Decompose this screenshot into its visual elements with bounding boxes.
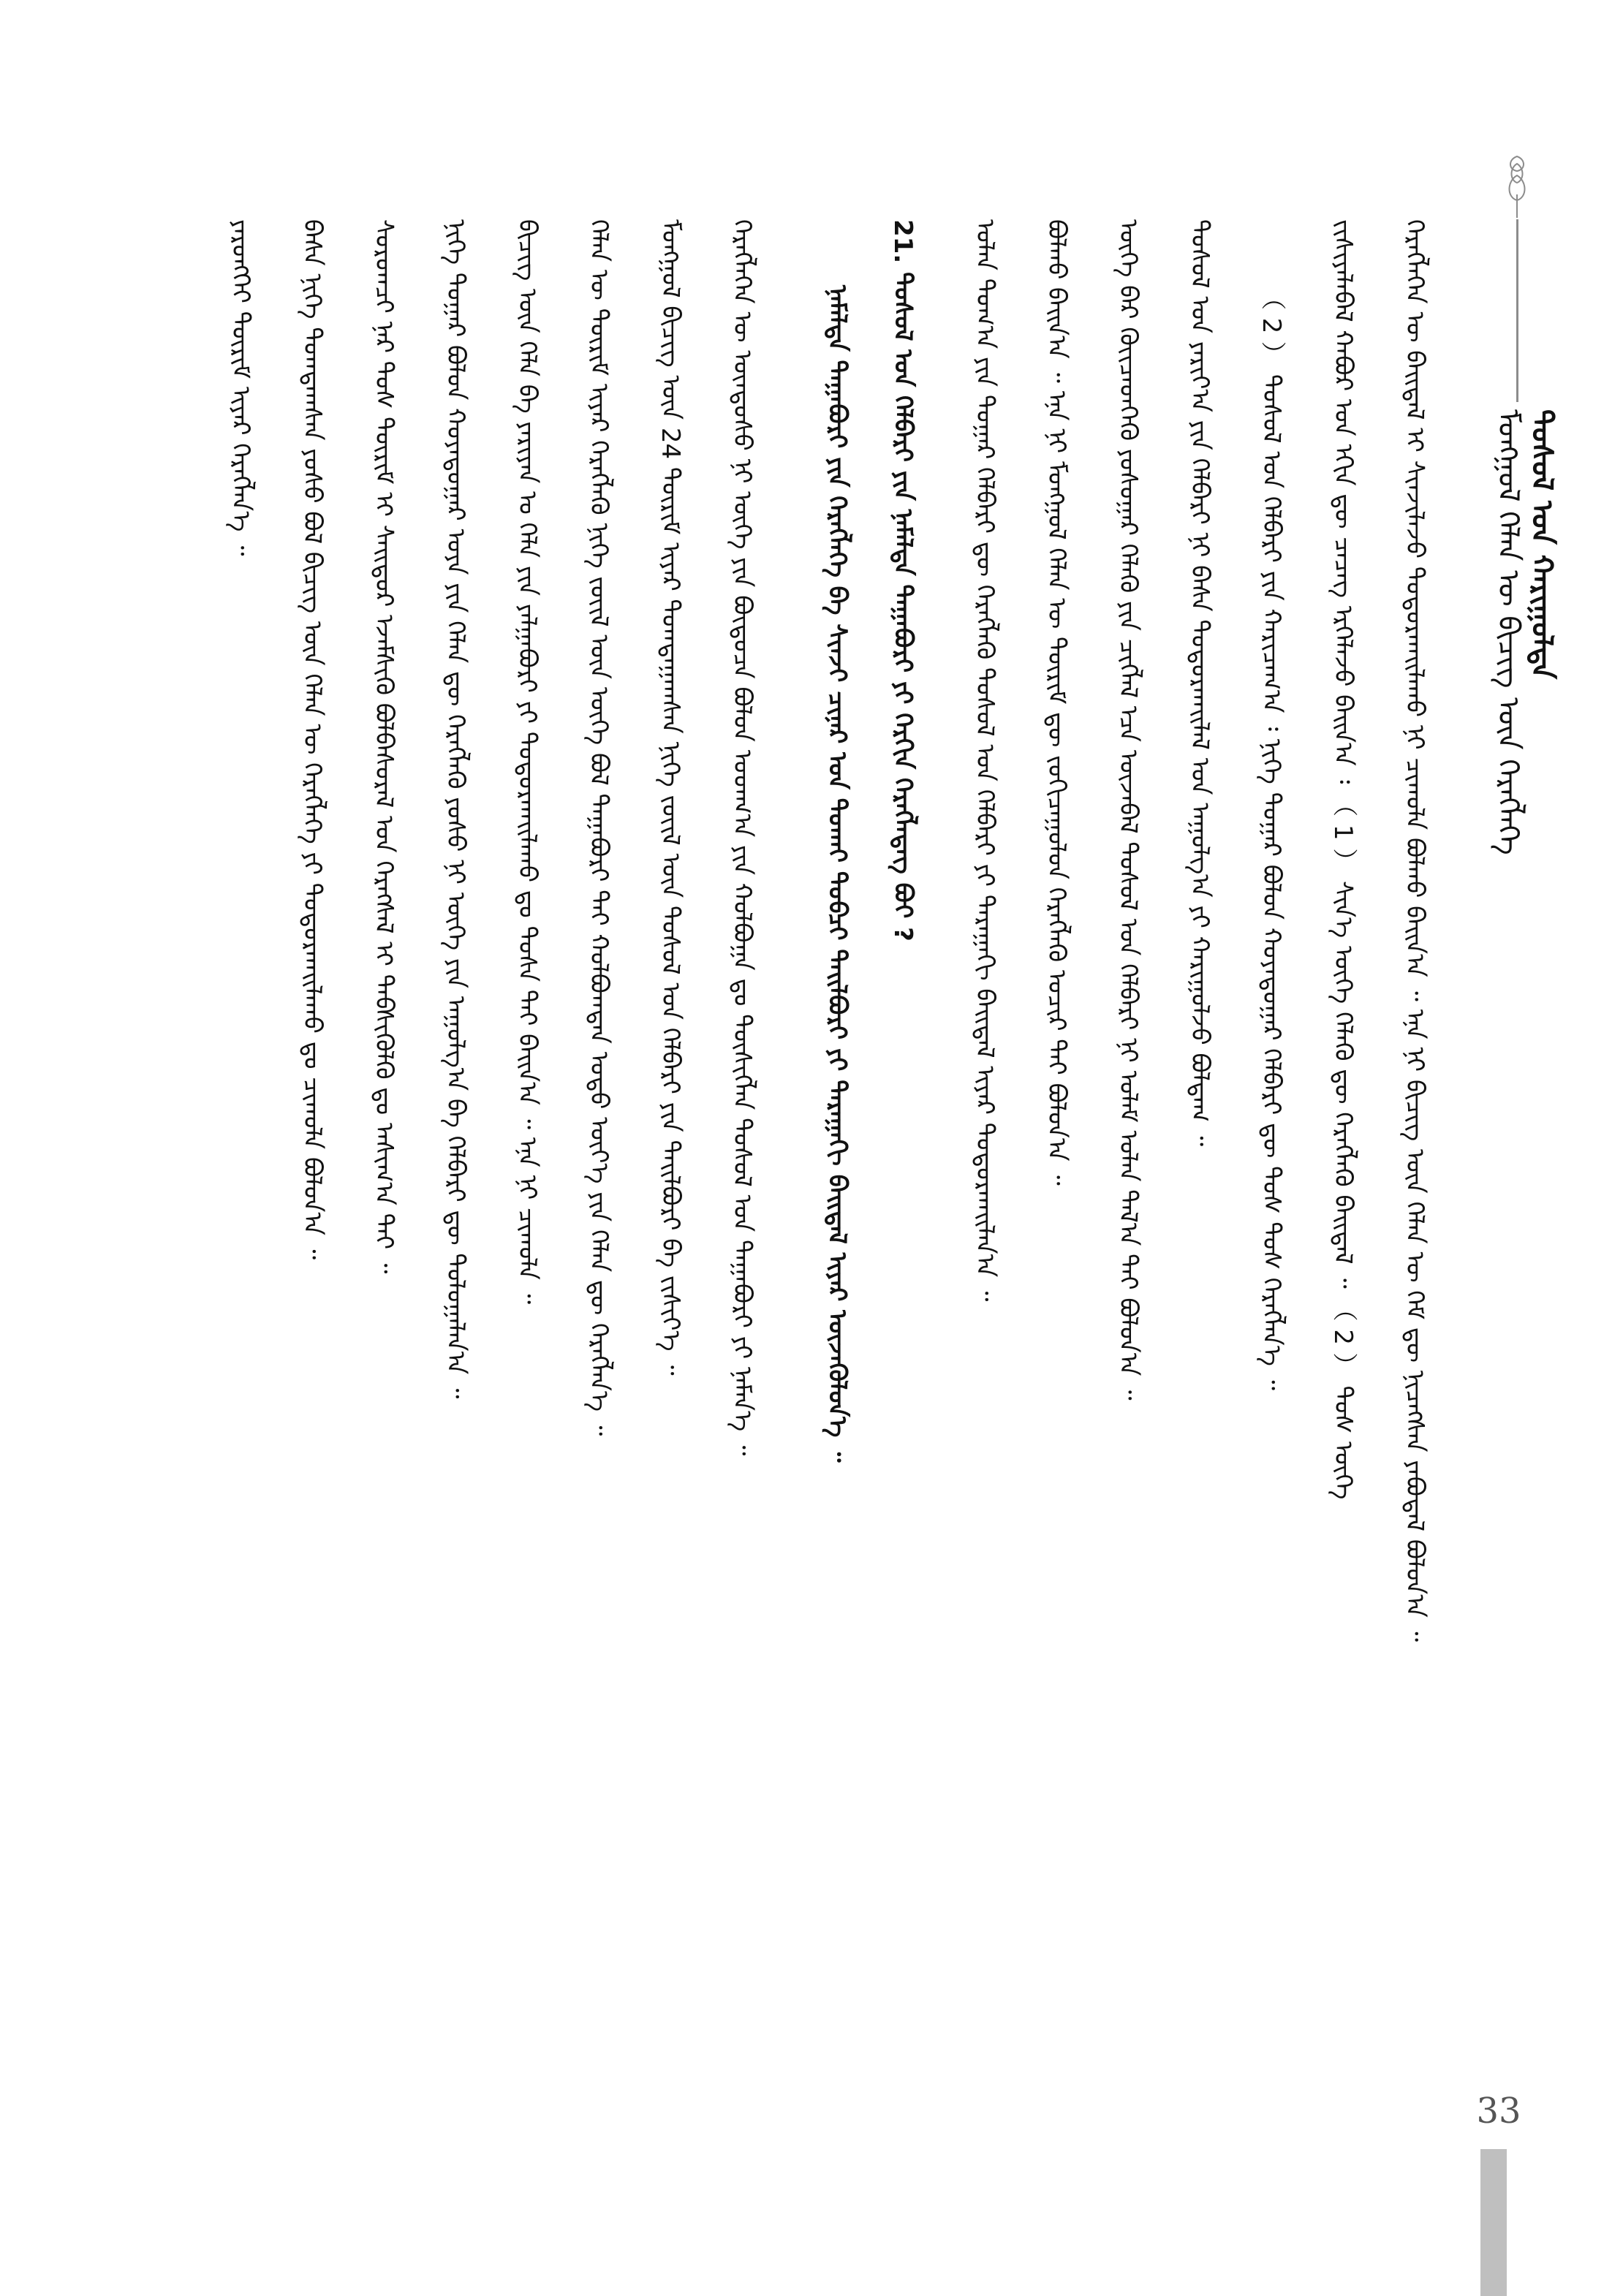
text-column: ᠵᠢᠱᠢᠶᠡᠯᠡᠪᠡᠯ ᠬᠠᠪᠤᠷ ᠤᠨ ᠡᠬᠢᠨ ᠳᠦ ᠴᠡᠴᠡᠭ ᠡᠷᠬᠡᠯᠡᠵᠦ ᠪᠠᠢᠨ᠎ᠠ ᠄ （ 1 ） ᠰᠢᠨ᠎ᠡ ᠦᠭᠡ ᠬᠡᠯᠡᠬᠦ ᠳᠦ ᠬᠡᠷᠡᠭᠯᠡᠬᠦ ᠪᠠᠢᠳᠠᠯ ᠃ （ 2 ） ᠲᠤᠰ ᠦᠭᠡ — [1328, 219, 1358, 1500]
text-column: ᠬᠡᠷᠡᠭᠯᠡᠭᠡᠨ ᠦ ᠪᠠᠢᠳᠠᠯ ᠢ ᠰᠢᠨᠵᠢᠯᠡᠵᠦ ᠲᠣᠳᠣᠷᠬᠠᠢᠯᠠᠬᠤ ᠨᠢ ᠴᠢᠬᠤᠯᠠ ᠪᠣᠯᠬᠤ ᠪᠠᠢᠨ᠎ᠠ ᠃ ᠡᠨᠡ ᠨᠢ ᠪᠢᠴᠢᠭ ᠦᠨ ᠬᠡᠯᠡᠨ ᠦ ᠬᠡᠮ ᠳᠦ ᠨᠢᠴᠡᠭᠰᠡᠨ ᠶᠠᠪᠤᠳᠠᠯ ᠪᠣᠯᠤᠨ᠎ᠠ ᠃ — [1400, 219, 1429, 1643]
text-column: ᠬᠡᠯᠡᠨ ᠦ ᠳᠦᠷᠢᠮ ᠢᠶᠠᠷ ᠬᠡᠷᠡᠭᠯᠡᠬᠦ ᠨᠢᠭᠡ ᠵᠦᠢᠯ ᠦᠨ ᠦᠭᠡ ᠪᠣᠯ ᠳᠠᠭᠠᠪᠤᠷᠢ ᠲᠠᠢ ᠬᠣᠯᠪᠣᠭᠳᠠᠨ ᠣᠳᠣ ᠦᠶ᠎ᠡ ᠶᠢᠨ ᠬᠡᠯᠡᠨ ᠳᠦ ᠬᠡᠷᠡᠭᠯᠡᠨ᠎ᠡ ᠃ — [584, 219, 613, 1436]
chapter-title: ᠳᠤᠰᠤᠯ ᠤᠨ ᠬᠠᠷᠢᠭᠤᠯᠲᠠ — [1525, 409, 1559, 680]
question-heading: 21. ᠳᠤᠰᠤᠯ ᠤᠨ ᠬᠡᠯᠪᠡᠷᠢ ᠶᠢᠨ ᠨᠡᠮᠡᠯᠲᠡ ᠳᠠᠭᠠᠪᠤᠷᠢ ᠶᠢ ᠬᠡᠷᠬᠢᠨ ᠬᠡᠷᠡᠭᠯᠡᠳᠡᠭ ᠪᠤᠢ ? — [888, 219, 918, 941]
question-heading-continued: ᠨᠡᠮᠡᠯᠲᠡ ᠳᠠᠭᠠᠪᠤᠷᠢ ᠶᠢᠨ ᠬᠡᠷᠡᠭᠯᠡᠭᠡ ᠪᠠ ᠰᠢᠨᠵᠢ ᠴᠢᠨᠠᠷ ᠤᠨ ᠲᠤᠬᠠᠢ ᠲᠣᠪᠴᠢ ᠲᠠᠢᠯᠪᠤᠷᠢ ᠶᠢ ᠳᠠᠷᠠᠭᠠᠬᠢ ᠪᠠᠢᠳᠠᠯ ᠢᠶᠠᠷ ᠦᠵᠡᠬᠦᠯᠦᠨ᠎ᠡ ᠃ — [822, 285, 852, 1463]
text-column: ᠶᠡᠷᠦᠩᠬᠡᠢ ᠳᠦᠷᠢᠮ ᠢᠶᠠᠷ ᠬᠡᠷᠡᠭᠯᠡᠨ᠎ᠡ ᠃ — [226, 219, 255, 556]
text-column: ᠣᠯᠠᠨ ᠲᠣᠭ᠎ᠠ ᠶᠢᠨ ᠳᠤᠭᠠᠷ ᠬᠡᠯᠪᠡᠷᠢ ᠳᠦ ᠬᠡᠷᠡᠭᠯᠡᠬᠦ ᠳᠤᠰᠤᠯ ᠤᠨ ᠬᠡᠯᠪᠡᠷᠢ ᠶᠢ ᠳᠠᠷᠠᠭᠠᠬᠢ ᠪᠠᠢᠳᠠᠯ ᠢᠶᠠᠷ ᠲᠣᠳᠣᠷᠬᠠᠢᠯᠠᠨ᠎ᠠ ᠃ — [970, 219, 999, 1302]
text-column: ᠪᠠᠰᠠ ᠨᠢᠭᠡ ᠲᠣᠭᠲᠠᠭᠰᠠᠨ ᠶᠣᠰᠣ ᠪᠣᠯ ᠪᠢᠴᠢᠭ ᠦᠨ ᠬᠡᠯᠡᠨ ᠦ ᠬᠡᠷᠡᠭᠯᠡᠭᠡ ᠶᠢ ᠲᠣᠳᠣᠷᠬᠠᠢᠯᠠᠬᠤ ᠳᠤ ᠴᠢᠬᠤᠯᠠ ᠪᠣᠯᠤᠨ᠎ᠠ ᠃ — [298, 219, 327, 1260]
text-column: （ 2 ） ᠳᠤᠰᠤᠯ ᠤᠨ ᠬᠡᠯᠪᠡᠷᠢ ᠶᠢᠨ ᠬᠠᠷᠢᠴᠠᠭ᠎ᠠ ᠄ ᠨᠢᠭᠡ ᠳᠤᠭᠠᠷ ᠪᠣᠯᠤᠨ ᠬᠣᠶᠠᠳᠤᠭᠠᠷ ᠬᠡᠯᠪᠡᠷᠢ ᠳᠦ ᠲᠤᠰ ᠲᠤᠰ ᠬᠡᠷᠡᠭᠯᠡᠨ᠎ᠡ ᠃ — [1257, 285, 1286, 1391]
page-number: 33 — [1476, 2091, 1521, 2132]
book-title: ᠮᠣᠩᠭᠣᠯ ᠬᠡᠯᠡᠨ ᠦ ᠪᠢᠴᠢᠭ ᠦᠨ ᠬᠡᠷᠡᠭᠯᠡᠭᠡ — [1491, 409, 1525, 855]
text-column: ᠪᠣᠯᠬᠤ ᠪᠠᠢᠨ᠎ᠠ ᠃ ᠡᠨᠡ ᠨᠢ ᠮᠣᠩᠭᠣᠯ ᠬᠡᠯᠡᠨ ᠦ ᠳᠦᠷᠢᠮ ᠳᠦ ᠵᠣᠬᠢᠴᠠᠭᠤᠯᠤᠨ ᠬᠡᠷᠡᠭᠯᠡᠬᠦ ᠤᠴᠢᠷ ᠲᠠᠢ ᠪᠣᠯᠤᠨ᠎ᠠ ᠃ — [1042, 219, 1071, 1186]
running-head-rule — [1516, 219, 1518, 402]
text-column: ᠦᠭᠡ ᠪᠠᠷ ᠭᠦᠢᠴᠡᠳᠬᠡᠬᠦ ᠶᠣᠰᠤᠭᠠᠷ ᠬᠡᠯᠡᠬᠦ ᠶᠢᠨ ᠴᠢᠭᠯᠡᠯ ᠡᠴᠡ ᠦᠵᠡᠪᠡᠯ ᠳᠤᠰᠤᠯ ᠤᠨ ᠬᠡᠯᠪᠡᠷᠢ ᠨᠢ ᠤᠯᠠᠮ ᠣᠯᠠᠨ ᠲᠠᠯ᠎ᠠ ᠲᠠᠢ ᠪᠣᠯᠤᠨ᠎ᠠ ᠃ — [1113, 219, 1143, 1401]
thumb-tab — [1480, 2149, 1507, 2296]
text-column: ᠳᠤᠰᠤᠯ ᠤᠨ ᠶᠠᠷᠢᠶ᠎ᠠ ᠶᠢᠨ ᠬᠡᠯᠪᠡᠷᠢ ᠨᠢ ᠪᠠᠰᠠ ᠲᠣᠳᠣᠷᠬᠠᠢᠯᠠᠯ ᠤᠨ ᠠᠭᠤᠯᠭ᠎ᠠ ᠶᠢ ᠬᠠᠷᠢᠭᠤᠯᠵᠤ ᠪᠣᠯᠳᠠᠭ ᠃ — [1185, 219, 1214, 1147]
running-head — [1491, 409, 1559, 855]
text-column: ᠰᠤᠷᠤᠭᠴᠢ ᠨᠠᠷ ᠲᠤᠰ ᠳᠦᠷᠢᠮ ᠢ ᠰᠠᠢᠲᠤᠷ ᠡᠵᠡᠮᠰᠢᠬᠦ ᠪᠣᠯᠪᠠᠰᠤᠷᠠᠯ ᠤᠨ ᠬᠡᠷᠡᠭᠰᠡᠯ ᠢ ᠳᠡᠪᠰᠢᠭᠦᠯᠬᠦ ᠳᠤ ᠠᠰᠢᠭ᠎ᠠ ᠲᠠᠢ ᠃ — [369, 219, 398, 1274]
body-text — [183, 219, 1440, 2061]
text-column: ᠪᠢᠴᠢᠭ ᠦᠨ ᠬᠡᠯᠡ ᠪᠠ ᠶᠠᠷᠢᠶᠠᠨ ᠤ ᠬᠡᠯᠡ ᠶᠢᠨ ᠶᠠᠯᠭᠠᠪᠤᠷᠢ ᠶᠢ ᠲᠣᠳᠣᠷᠬᠠᠢᠯᠠᠬᠤ ᠳᠤ ᠲᠤᠰᠠ ᠲᠠᠢ ᠪᠠᠢᠨ᠎ᠠ ᠃ ᠡᠨᠡ ᠨᠢ ᠴᠢᠬᠤᠯᠠ ᠃ — [512, 219, 542, 1305]
ornament-icon — [1502, 154, 1532, 219]
text-column: ᠨᠢᠭᠡ ᠳᠤᠭᠠᠷ ᠪᠣᠯᠤᠨ ᠬᠣᠶᠠᠳᠤᠭᠠᠷ ᠤᠶᠡ ᠶᠢᠨ ᠬᠡᠯᠡᠨ ᠳᠦ ᠬᠡᠷᠡᠭᠯᠡᠬᠦ ᠶᠣᠰᠣ ᠨᠢ ᠦᠭᠡ ᠶᠢᠨ ᠠᠭᠤᠯᠭ᠎ᠠ ᠪᠠ ᠬᠡᠯᠪᠡᠷᠢ ᠳᠦ ᠲᠣᠯᠤᠭᠠᠯᠠᠨ᠎ᠠ ᠃ — [441, 219, 470, 1399]
text-column: ᠬᠡᠷᠡᠭᠯᠡᠭᠡᠨ ᠦ ᠦᠨᠳᠦᠰᠦ ᠨᠢ ᠦᠭᠡ ᠶᠢᠨ ᠪᠦᠲᠦᠴᠡ ᠪᠣᠯᠤᠨ ᠤᠳᠬ᠎ᠠ ᠶᠢᠨ ᠬᠣᠯᠪᠣᠭᠠ ᠳᠤ ᠲᠦᠰᠢᠭᠯᠡᠨ ᠳᠤᠰᠤᠯ ᠤᠨ ᠳᠠᠭᠠᠪᠤᠷᠢ ᠶᠢ ᠨᠡᠮᠡᠨ᠎ᠡ ᠃ — [727, 219, 757, 1456]
text-column: ᠮᠣᠩᠭᠣᠯ ᠪᠢᠴᠢᠭ ᠦᠨ 24 ᠳᠦᠷᠢᠮ ᠢᠶᠠᠷ ᠲᠣᠭᠲᠠᠭᠠᠭᠰᠠᠨ ᠨᠢᠭᠡ ᠵᠦᠢᠯ ᠦᠨ ᠳᠤᠰᠤᠯ ᠤᠨ ᠬᠡᠯᠪᠡᠷᠢ ᠶᠢᠨ ᠲᠠᠢᠯᠪᠤᠷᠢ ᠪᠠ ᠵᠢᠱᠢᠶ᠎ᠡ ᠃ — [656, 219, 685, 1376]
